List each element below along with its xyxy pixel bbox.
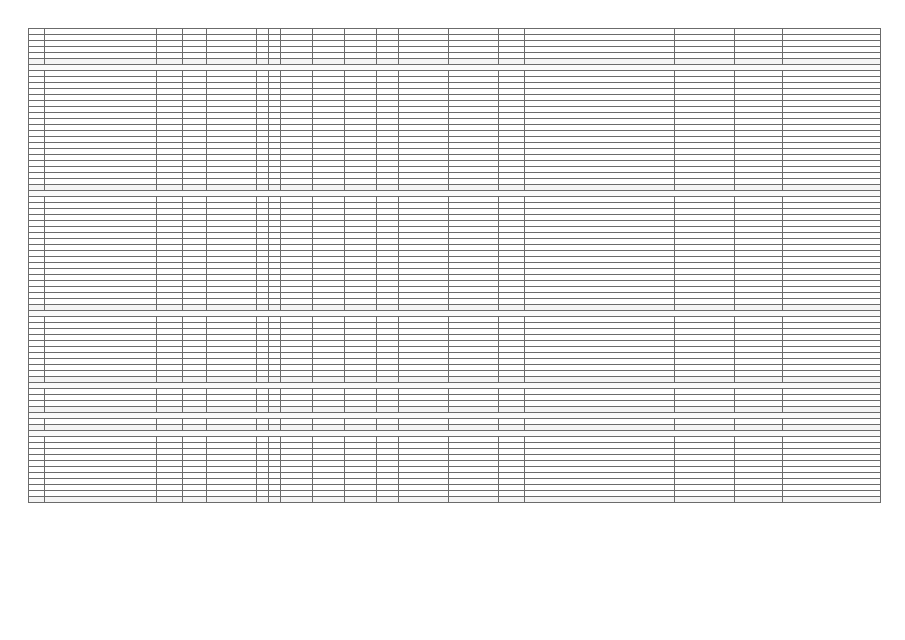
table-cell (29, 497, 45, 503)
table-cell (257, 497, 269, 503)
table-cell (269, 497, 281, 503)
table-cell (377, 497, 399, 503)
register-table (28, 28, 881, 503)
table-cell (399, 497, 449, 503)
table-cell (675, 497, 735, 503)
table-cell (449, 497, 499, 503)
table-cell (183, 497, 207, 503)
total-row (29, 497, 881, 503)
table-cell (525, 497, 675, 503)
table-cell (281, 497, 313, 503)
table-cell (157, 497, 183, 503)
table-cell (207, 497, 257, 503)
register-body (29, 29, 881, 503)
table-cell (783, 497, 881, 503)
table-cell (345, 497, 377, 503)
table-cell (735, 497, 783, 503)
table-cell (499, 497, 525, 503)
table-cell (313, 497, 345, 503)
table-cell (45, 497, 157, 503)
